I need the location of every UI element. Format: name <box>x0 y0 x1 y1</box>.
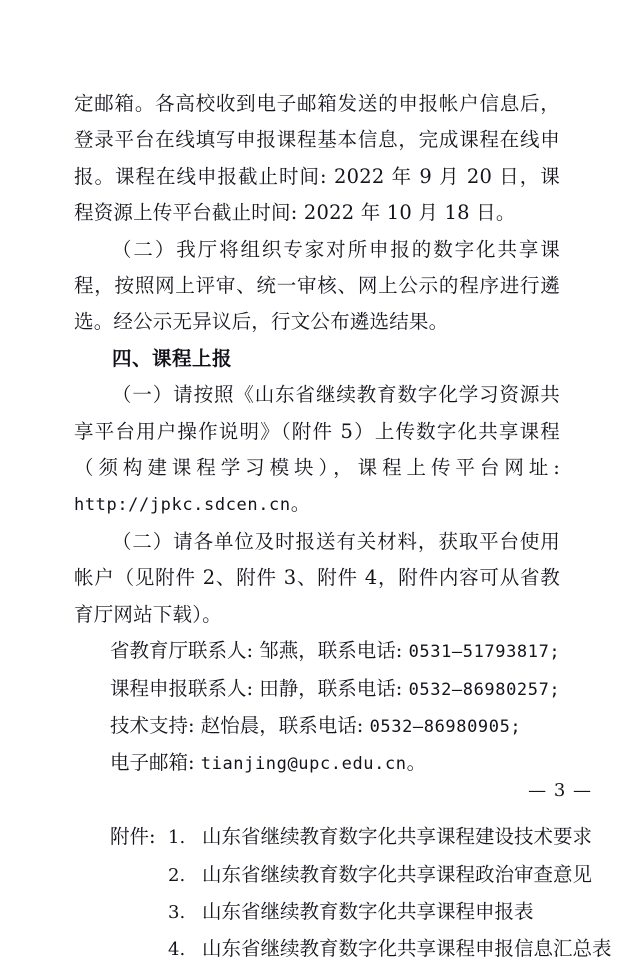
contact-line-technical-support <box>74 708 560 745</box>
attachment-row <box>110 931 612 968</box>
contact-phone-number: 0532—86980257; <box>408 679 561 700</box>
contact-phone-number: 0531—51793817; <box>408 642 561 663</box>
email-address: tianjing@upc.edu.cn <box>200 754 407 775</box>
email-terminator: 。 <box>406 751 427 775</box>
contact-name: 邹燕， <box>259 639 318 663</box>
attachment-number: 2. <box>168 864 186 886</box>
attachment-row <box>110 819 593 856</box>
contact-line-course-application <box>74 671 560 708</box>
document-body <box>74 86 612 969</box>
attachment-row <box>110 857 593 894</box>
contact-label: 省教育厅联系人: <box>110 639 254 663</box>
item-one-upload-text: （一）请按照《山东省继续教育数字化学习资源共享平台用户操作说明》（附件 5）上传数字化共享课程（须构建课程学习模块），课程上传平台网址: <box>74 383 560 480</box>
contact-phone-number: 0532—86980905; <box>369 716 522 737</box>
paragraph-item-two-review: （二）我厅将组织专家对所申报的数字化共享课程，按照网上评审、统一审核、网上公示的程序进行遴选。经公示无异议后，行文公布遴选结果。 <box>74 237 560 334</box>
contact-label: 技术支持: <box>110 713 195 737</box>
attachment-row <box>110 894 560 931</box>
item-one-terminator: 。 <box>290 492 311 516</box>
attachment-title: 山东省继续教育数字化共享课程申报表 <box>202 899 534 923</box>
section-heading-course-submission: 四、课程上报 <box>112 346 233 370</box>
attachment-number: 4. <box>168 939 186 961</box>
page-number-footer: — 3 — <box>528 780 592 801</box>
contact-line-provincial-department <box>74 633 560 670</box>
paragraph-item-two-materials: （二）请各单位及时报送有关材料，获取平台使用帐户（见附件 2、附件 3、附件 4，附件内容可从省教育厅网站下载）。 <box>74 529 560 626</box>
paragraph-item-one-upload <box>74 377 560 524</box>
attachment-title: 山东省继续教育数字化共享课程申报信息汇总表 <box>202 937 612 961</box>
contact-phone-label: 联系电话: <box>278 713 364 737</box>
attachments-list <box>74 819 612 969</box>
attachment-title: 山东省继续教育数字化共享课程建设技术要求 <box>202 825 593 849</box>
contact-name: 田静， <box>259 676 318 700</box>
contact-name: 赵怡晨， <box>200 713 279 737</box>
attachment-title: 山东省继续教育数字化共享课程政治审查意见 <box>202 862 593 886</box>
contact-phone-label: 联系电话: <box>317 676 403 700</box>
paragraph-continued: 定邮箱。各高校收到电子邮箱发送的申报帐户信息后，登录平台在线填写申报课程基本信息，完成课程在线申报。课程在线申报截止时间: 2022 年 9 月 20 日，课程资源上传平台截止时间: 2022 年 10 月 18 日。 <box>74 92 560 225</box>
contact-line-email <box>74 745 560 782</box>
attachment-number: 3. <box>168 901 186 923</box>
upload-platform-url: http://jpkc.sdcen.cn <box>74 495 291 516</box>
attachment-number: 1. <box>168 827 186 849</box>
email-label: 电子邮箱: <box>110 751 195 775</box>
contact-label: 课程申报联系人: <box>110 676 254 700</box>
attachments-label: 附件: <box>110 825 156 849</box>
contact-phone-label: 联系电话: <box>317 639 403 663</box>
